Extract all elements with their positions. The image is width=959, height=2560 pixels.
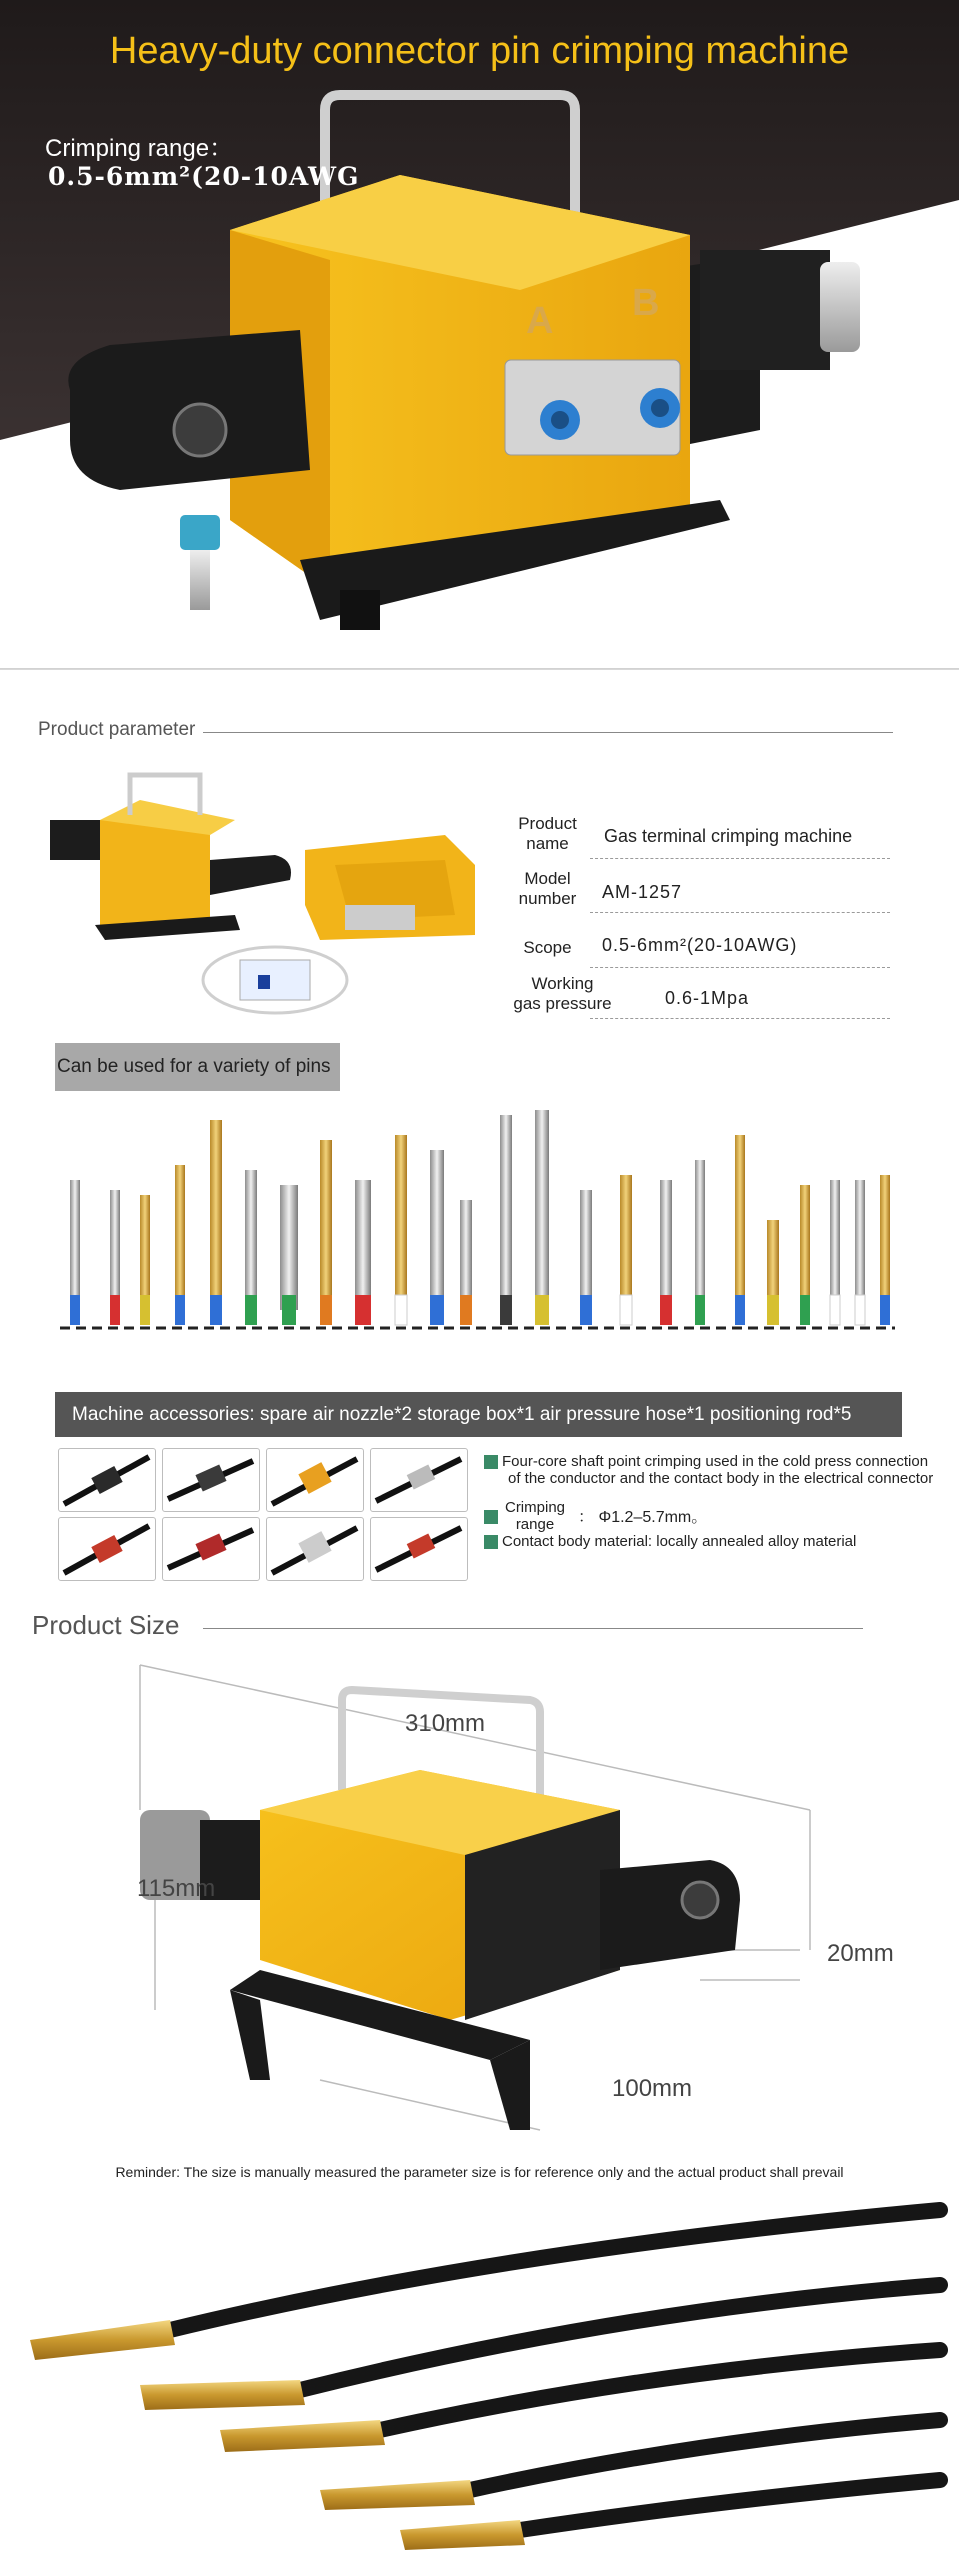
size-heading-line [203, 1628, 863, 1629]
connector-thumbnail [162, 1448, 260, 1512]
param-divider [590, 967, 890, 968]
machine-and-pedal-image [45, 765, 495, 1020]
param-scope-value: 0.5-6mm²(20-10AWG) [602, 935, 798, 955]
dimension-height: 115mm [137, 1875, 216, 1902]
feature-contact-material: Contact body material: locally annealed alloy material [502, 1533, 857, 1550]
feature-bullet [484, 1510, 498, 1524]
crimping-range-label: Crimping range： [45, 135, 234, 162]
parameter-heading: Product parameter [38, 719, 196, 740]
connector-thumbnail [162, 1517, 260, 1581]
param-model-value: AM-1257 [602, 882, 683, 902]
crimping-range-value: 0.5-6mm²(20-10AWG [48, 162, 360, 191]
connector-thumbnail [58, 1517, 156, 1581]
hero-title: Heavy-duty connector pin crimping machine [109, 30, 850, 72]
dimension-jaw: 20mm [827, 1940, 894, 1967]
feature-bullet [484, 1535, 498, 1549]
connector-thumbnail [266, 1448, 364, 1512]
hero-section [0, 0, 959, 670]
accessories-banner-text: Machine accessories: spare air nozzle*2 storage box*1 air pressure hose*1 positioning rod*5 [72, 1404, 852, 1425]
dimension-width: 100mm [612, 2075, 693, 2102]
dimension-length: 310mm [405, 1710, 486, 1737]
connector-thumbnail [370, 1517, 468, 1581]
pins-image [55, 1110, 905, 1340]
port-b-label: B [632, 282, 660, 324]
feature-crimping-range-value: ： Φ1.2–5.7mm。 [578, 1509, 708, 1526]
connector-thumbnail [266, 1517, 364, 1581]
feature-bullet [484, 1455, 498, 1469]
param-row-3-label: Scope [523, 938, 572, 957]
param-row-1-label: Product name [518, 814, 577, 853]
parameter-heading-line [203, 732, 893, 733]
feature-crimping-method: Four-core shaft point crimping used in the cold press connection of the conductor and the contact body in the electrical connector [502, 1453, 934, 1487]
pins-banner-text: Can be used for a variety of pins [57, 1056, 331, 1077]
connector-thumbnail [58, 1448, 156, 1512]
hero-divider [0, 668, 959, 670]
feature-crimping-range-label: Crimping range [504, 1499, 565, 1533]
hero-background [0, 0, 959, 670]
param-product-name-value: Gas terminal crimping machine [604, 826, 853, 846]
param-divider [590, 858, 890, 859]
size-heading: Product Size [32, 1610, 180, 1640]
param-row-2-label: Model number [518, 869, 577, 908]
cables-with-pins-image [0, 2190, 959, 2560]
connector-thumbnail [370, 1448, 468, 1512]
param-row-4-label: Working gas pressure [513, 974, 612, 1013]
port-a-label: A [526, 300, 554, 342]
param-divider [590, 1018, 890, 1019]
param-pressure-value: 0.6-1Mpa [665, 988, 750, 1008]
param-divider [590, 912, 890, 913]
size-reminder: Reminder: The size is manually measured the parameter size is for reference only and the actual product shall prevail [115, 2164, 844, 2180]
